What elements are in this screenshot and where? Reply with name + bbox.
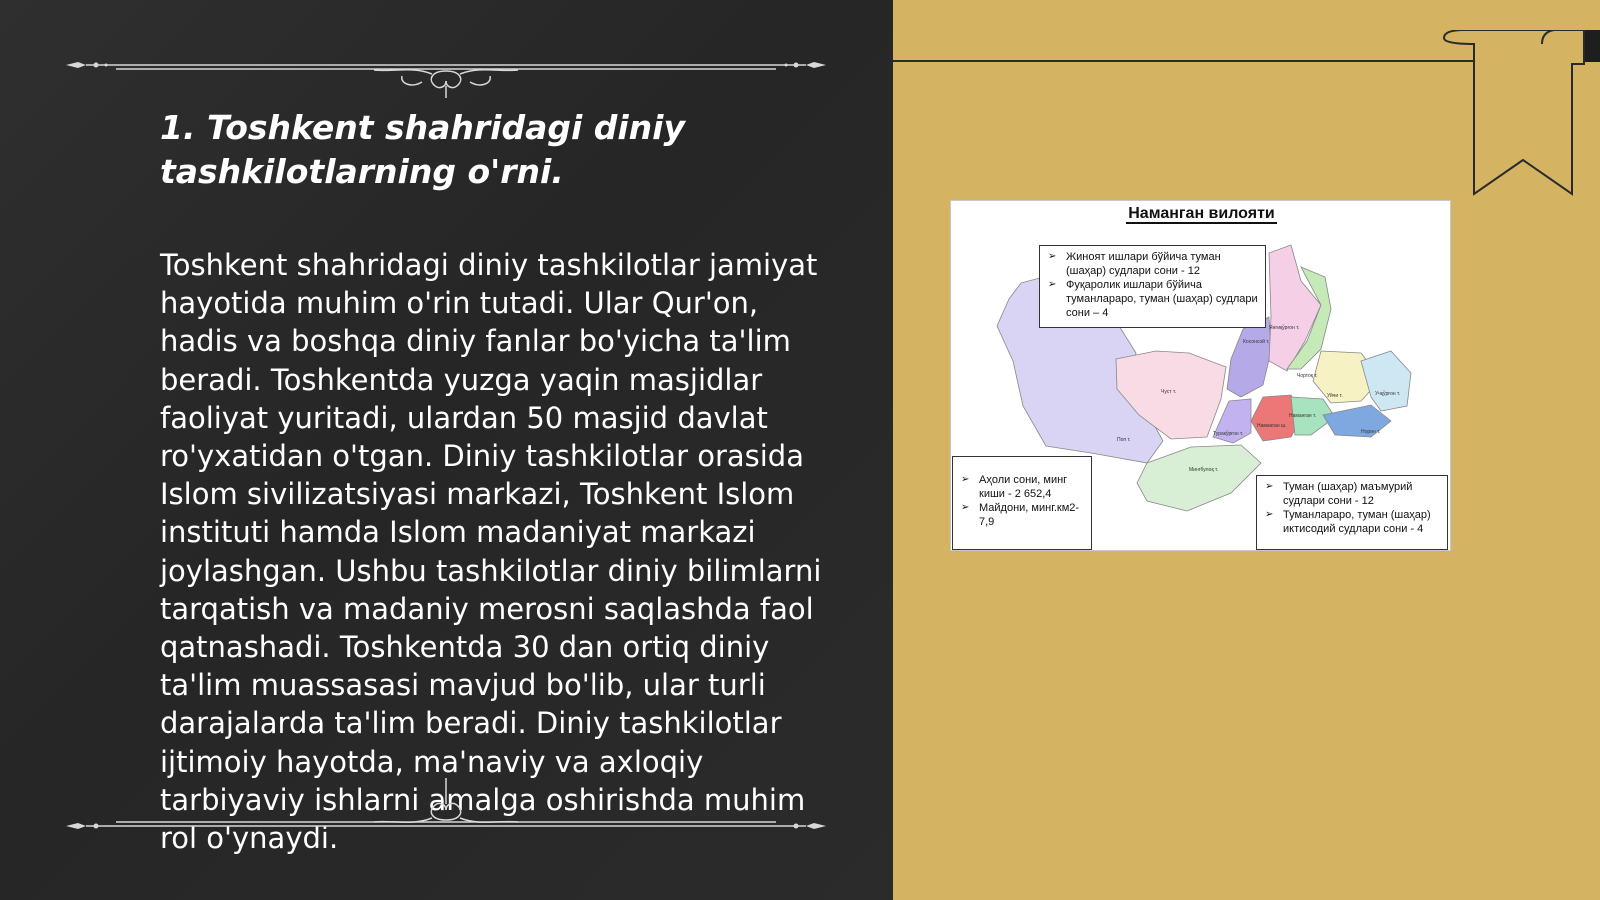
- district-kosonsoy: [1227, 317, 1271, 397]
- slide-title: 1. Toshkent shahridagi diniy tashkilotlarning o'rni.: [160, 108, 686, 191]
- district-label: Чортоқ т.: [1297, 373, 1318, 379]
- district-label: Уйчи т.: [1327, 393, 1343, 399]
- district-label: Мингбулоқ т.: [1189, 467, 1219, 473]
- district-label: Наманган т.: [1289, 413, 1317, 419]
- district-label: Чуст т.: [1161, 389, 1177, 395]
- population-info-box: [952, 456, 1092, 550]
- district-label: Янгиқўрғон т.: [1269, 325, 1300, 331]
- district-label: Туракўрғон т.: [1213, 431, 1244, 437]
- district-label: Норин т.: [1361, 429, 1381, 435]
- district-label: Поп т.: [1117, 437, 1131, 443]
- top-ornament-divider: [66, 38, 826, 98]
- map-title: Наманган вилояти: [1128, 205, 1275, 222]
- district-label: Наманган ш.: [1257, 423, 1287, 429]
- bottom-ornament-divider: [66, 778, 826, 838]
- district-label: Косонсой т.: [1243, 339, 1270, 345]
- district-label: Учқўрғон т.: [1375, 391, 1401, 397]
- district-uchkorgon: [1361, 351, 1411, 411]
- body-text: Toshkent shahridagi diniy tashkilotlar jamiyat hayotida muhim o'rin tutadi. Ular Qur'on, hadis va boshqa diniy fanlar bo'yicha ta'lim beradi. Toshkentda yuzga yaqin masjidlar faoliyat yuritadi, ulardan 50 masjid davlat ro'yxatidan o'tgan. Diniy tashkilotlar orasida Islom sivilizatsiyasi markazi, Toshkent Islom instituti hamda Islom madaniyat markazi joylashgan. Ushbu tashkilotlar diniy bilimlarni tarqatish va madaniy merosni saqlashda faol qatnashadi. Toshkentda 30 dan ortiq diniy ta'lim muassasasi mavjud bo'lib, ular turli darajalarda ta'lim beradi. Diniy tashkilotlar ijtimoiy hayotda, ma'naviy va axloqiy tarbiyaviy ishlarni amalga oshirishda muhim rol o'ynaydi.: [160, 248, 822, 856]
- bookmark-icon: [1436, 30, 1600, 200]
- info-item: ➢ Майдони, минг.км2- 7,9: [959, 501, 1085, 529]
- district-courts-info-box: [1256, 475, 1448, 550]
- info-item: ➢ Туманлараро, туман (шаҳар) иктисодий судлари сони - 4: [1263, 508, 1441, 536]
- courts-info-box: [1039, 245, 1266, 328]
- right-panel: [893, 0, 1600, 900]
- info-item: ➢ Аҳоли сони, минг киши - 2 652,4: [959, 473, 1085, 501]
- info-item: ➢ Туман (шаҳар) маъмурий судлари сони - 12: [1263, 480, 1441, 508]
- info-item: ➢ Жиноят ишлари бўйича туман (шаҳар) судлари сони - 12: [1046, 250, 1259, 278]
- info-item: ➢ Фуқаролик ишлари бўйича туманлараро, туман (шаҳар) судлари сони – 4: [1046, 278, 1259, 320]
- district-mingbuloq: [1137, 445, 1261, 511]
- namangan-map-image: [950, 200, 1451, 551]
